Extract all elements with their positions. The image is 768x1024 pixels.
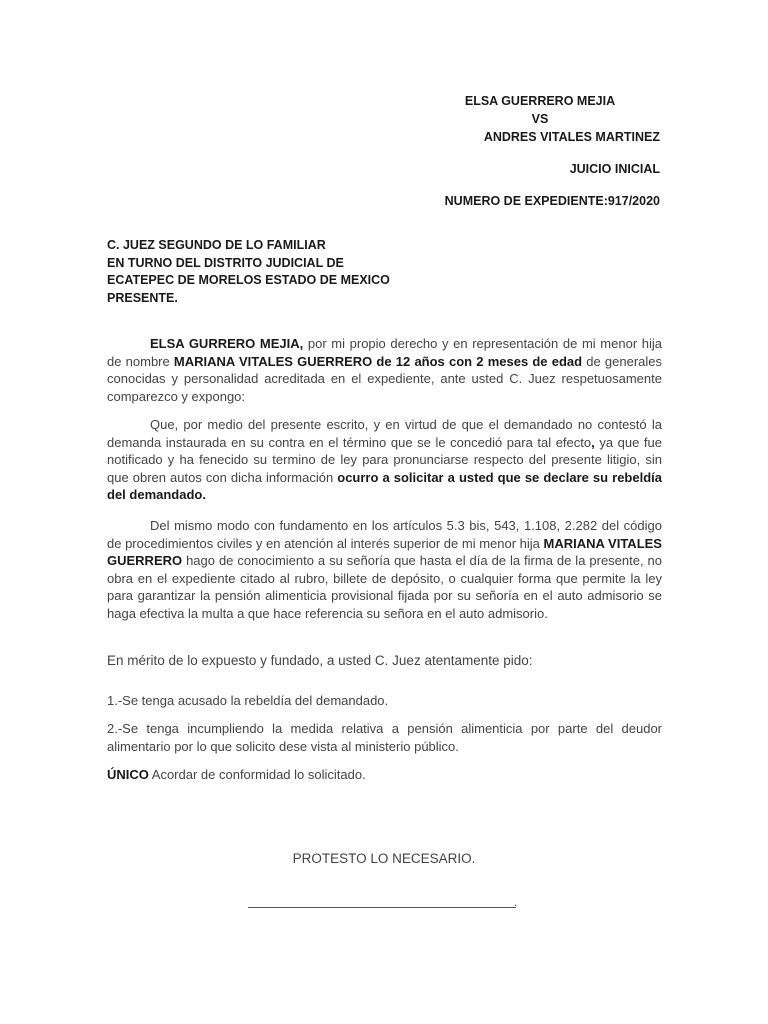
signature-line bbox=[248, 907, 516, 908]
final-label: ÚNICO bbox=[107, 767, 149, 782]
default-request: ocurro a solicitar a usted que se declare su rebeldía del demandado. bbox=[107, 469, 662, 503]
petition-intro: En mérito de lo expuesto y fundado, a usted C. Juez atentamente pido: bbox=[107, 653, 533, 668]
legal-basis-paragraph: Del mismo modo con fundamento en los artículos 5.3 bis, 543, 1.108, 2.282 del código de procedimientos civiles y en atención al interés superior de mi menor hija MARIANA VITALES GUERRERO hago de conocimiento a su señoría que hasta el día de la firma de la presente, no obra en el expediente citado al rubro, billete de depósito, o cualquier forma que permite la ley para garantizar la pensión alimenticia provisional fijada por su señoría en el auto admisorio se haga efectiva la multa a que hace referencia su señora en el auto admisorio. bbox=[107, 518, 662, 621]
party-two: ANDRES VITALES MARTINEZ bbox=[483, 130, 660, 144]
plaintiff-name: ELSA GURRERO MEJIA, bbox=[150, 336, 304, 351]
file-number: NUMERO DE EXPEDIENTE:917/2020 bbox=[444, 194, 660, 208]
request-paragraph: Que, por medio del presente escrito, y en virtud de que el demandado no contestó la demanda instaurada en su contra en el término que se le concedió para tal efecto, ya que fue notificado y ha fenecido su termino de ley para pronunciarse respecto del presente litigio, sin que obren autos con dicha información ocurro a solicitar a usted que se declare su rebeldía del demandado. bbox=[107, 417, 662, 503]
petition-item: 1.-Se tenga acusado la rebeldía del demandado. bbox=[107, 693, 389, 708]
addressee-line: PRESENTE. bbox=[107, 290, 178, 305]
addressee-line: C. JUEZ SEGUNDO DE LO FAMILIAR bbox=[107, 238, 326, 252]
child-name: MARIANA VITALES GUERRERO de 12 años con 2 meses de edad bbox=[173, 353, 583, 369]
child-name: MARIANA VITALES GUERRERO bbox=[107, 535, 662, 569]
closing-statement: PROTESTO LO NECESARIO. bbox=[292, 851, 476, 866]
party-one: ELSA GUERRERO MEJIA bbox=[464, 94, 616, 108]
addressee-line: ECATEPEC DE MORELOS ESTADO DE MEXICO bbox=[107, 273, 390, 287]
case-heading bbox=[420, 92, 660, 210]
addressee-line: EN TURNO DEL DISTRITO JUDICIAL DE bbox=[107, 255, 344, 270]
petition-item: 2.-Se tenga incumpliendo la medida relativa a pensión alimenticia por parte del deudor alimentario por lo que solicito dese vista al ministerio público. bbox=[107, 721, 662, 754]
signature-dot: . bbox=[514, 895, 518, 909]
intro-paragraph: ELSA GURRERO MEJIA, por mi propio derecho y en representación de mi menor hija de nombre MARIANA VITALES GUERRERO de 12 años con 2 meses de edad de generales conocidas y personalidad acreditada en el expediente, ante usted C. Juez respetuosamente comparezco y expongo: bbox=[107, 336, 663, 404]
addressee-block bbox=[107, 237, 507, 307]
final-request: ÚNICO Acordar de conformidad lo solicitado. bbox=[107, 767, 366, 782]
versus-label: VS bbox=[531, 112, 549, 126]
case-type: JUICIO INICIAL bbox=[569, 162, 660, 176]
